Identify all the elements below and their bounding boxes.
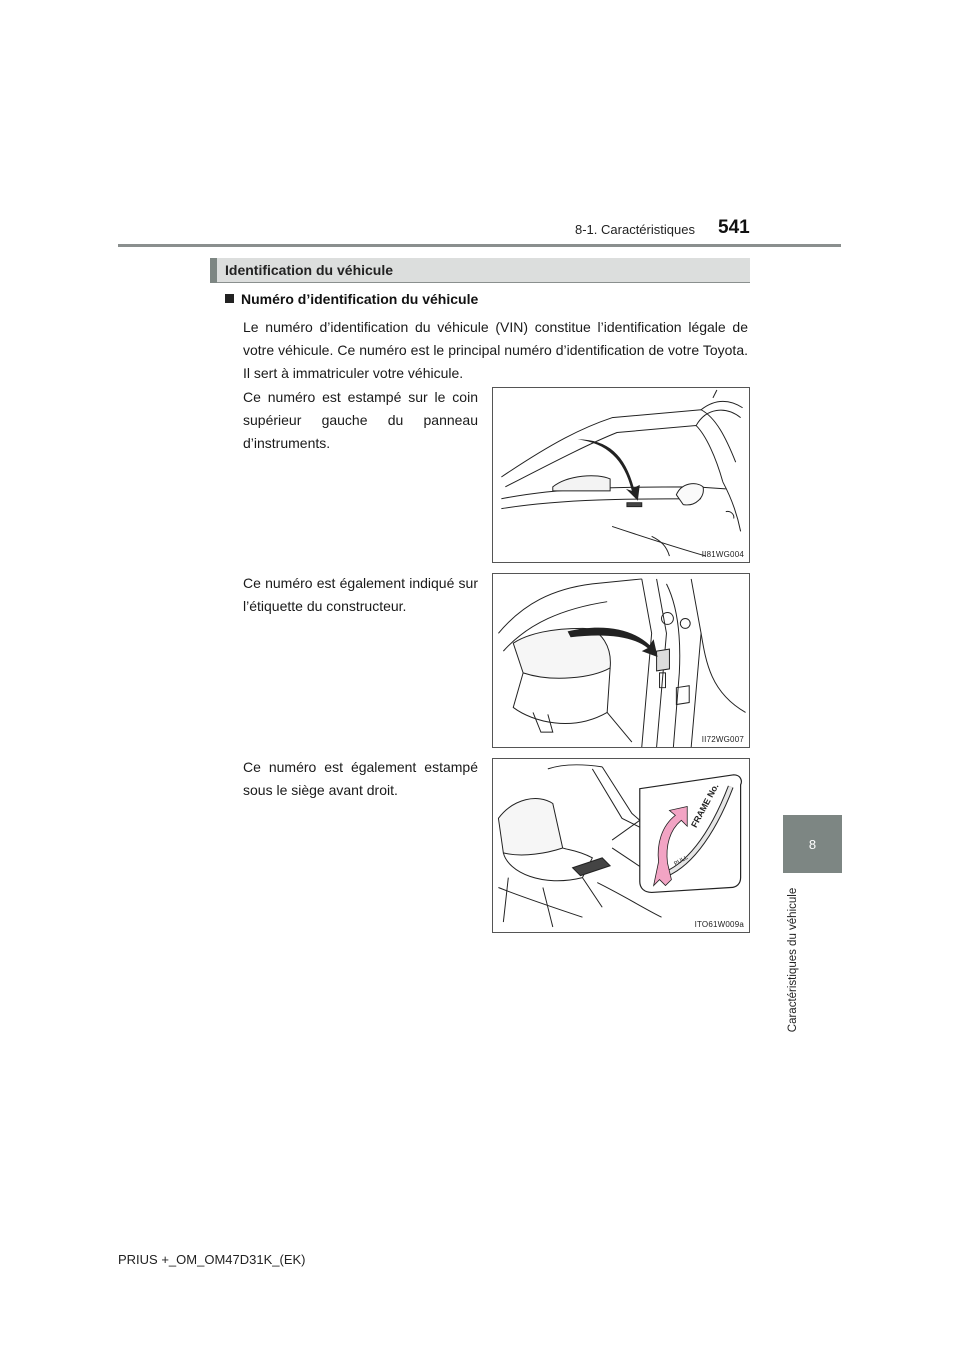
frame-number-label: FRAME No. xyxy=(689,781,721,830)
windshield-illustration xyxy=(493,388,749,562)
caption-seat: Ce numéro est également estampé sous le siège avant droit. xyxy=(243,759,478,798)
page-number: 541 xyxy=(718,217,750,238)
seat-frame-illustration xyxy=(493,759,749,932)
chapter-label: Caractéristiques du véhicule xyxy=(787,887,799,1033)
caption-dashboard: Ce numéro est estampé sur le coin supérieur gauche du panneau d’instruments. xyxy=(243,389,478,451)
section-heading-bar xyxy=(210,258,217,283)
figure-code: ITO61W009a xyxy=(694,920,744,929)
square-bullet-icon xyxy=(225,294,234,303)
figure-code: II81WG004 xyxy=(701,550,744,559)
chapter-number: 8 xyxy=(808,836,817,852)
section-heading-title: Identification du véhicule xyxy=(225,262,394,278)
figure-manufacturer-label xyxy=(492,573,750,748)
figure-windshield-vin xyxy=(492,387,750,563)
chapter-tab[interactable] xyxy=(783,815,842,873)
subsection-title: Numéro d’identification du véhicule xyxy=(241,291,479,307)
header-section-title: 8-1. Caractéristiques xyxy=(575,222,695,237)
caption-label: Ce numéro est également indiqué sur l’étiquette du constructeur. xyxy=(243,575,478,614)
intro-paragraph: Le numéro d’identification du véhicule (VIN) constitue l’identification légale de votre véhicule. Ce numéro est le principal numéro d’identification de votre Toyota. Il sert à immatriculer votre véhicule. xyxy=(243,319,748,381)
subsection-heading xyxy=(225,291,478,307)
door-pillar-illustration xyxy=(493,574,749,747)
footer-model-code: PRIUS +_OM_OM47D31K_(EK) xyxy=(118,1252,306,1267)
figure-code: II72WG007 xyxy=(701,735,744,744)
figure-seat-frame-number xyxy=(492,758,750,933)
pull-label: PULL xyxy=(673,854,690,868)
header-rule xyxy=(118,244,841,247)
section-heading xyxy=(210,258,750,283)
